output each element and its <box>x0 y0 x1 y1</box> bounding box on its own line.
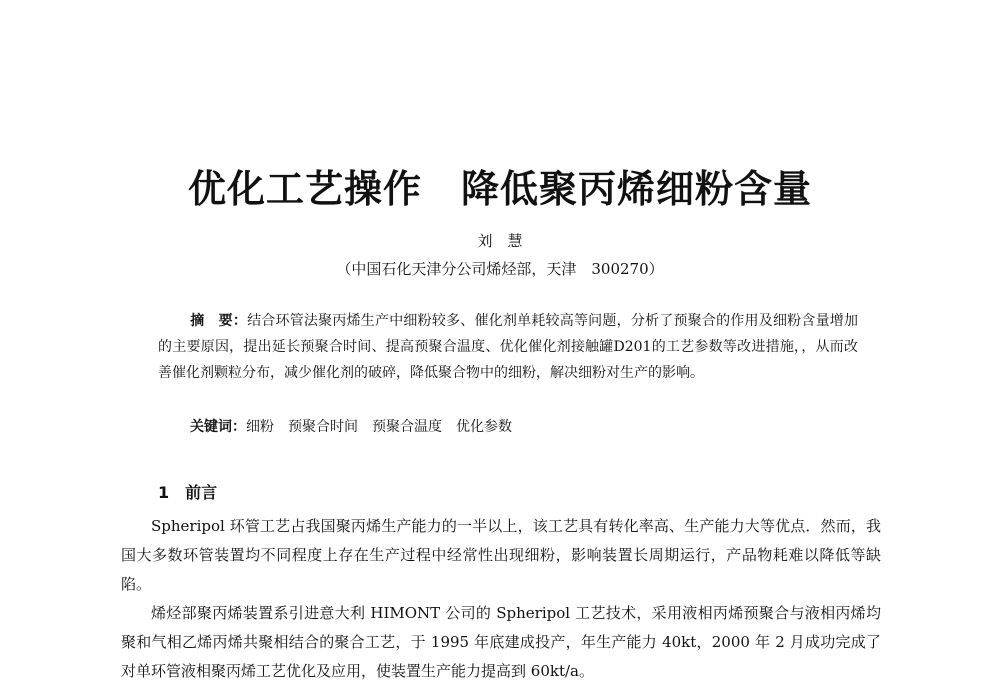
paragraph: 烯烃部聚丙烯装置系引进意大利 HIMONT 公司的 Spheripol 工艺技术，采用液相丙烯预聚合与液相丙烯均聚和气相乙烯丙烯共聚相结合的聚合工艺，于 1995 年底建成投产，年生产能力 40kt，2000 年 2 月成功完成了对单环管液相聚丙烯工艺优化及应用，使装置生产能力提高到 60kt/a。 <box>121 604 881 680</box>
keywords-label: 关键词： <box>190 419 246 435</box>
paragraph: Spheripol 环管工艺占我国聚丙烯生产能力的一半以上，该工艺具有转化率高、生产能力大等优点．然而，我国大多数环管装置均不同程度上存在生产过程中经常性出现细粉，影响装置长周期运行，产品物耗难以降低等缺陷。 <box>121 517 881 593</box>
paper-title: 优化工艺操作 降低聚丙烯细粉含量 <box>187 167 812 211</box>
abstract-label: 摘 要： <box>190 313 248 329</box>
abstract-text: 结合环管法聚丙烯生产中细粉较多、催化剂单耗较高等问题，分析了预聚合的作用及细粉含量增加的主要原因，提出延长预聚合时间、提高预聚合温度、优化催化剂接触罐D201的工艺参数等改进措施，，从而改善催化剂颗粒分布，减少催化剂的破碎，降低聚合物中的细粉，解决细粉对生产的影响。 <box>158 313 859 381</box>
body-text <box>121 512 881 686</box>
keywords-text: 细粉 预聚合时间 预聚合温度 优化参数 <box>246 419 512 435</box>
abstract <box>158 308 858 386</box>
author-affiliation: （中国石化天津分公司烯烃部，天津 300270） <box>336 260 664 278</box>
keywords <box>190 414 870 440</box>
section-heading-introduction: 1 前言 <box>158 483 218 502</box>
author-name: 刘 慧 <box>477 232 523 250</box>
